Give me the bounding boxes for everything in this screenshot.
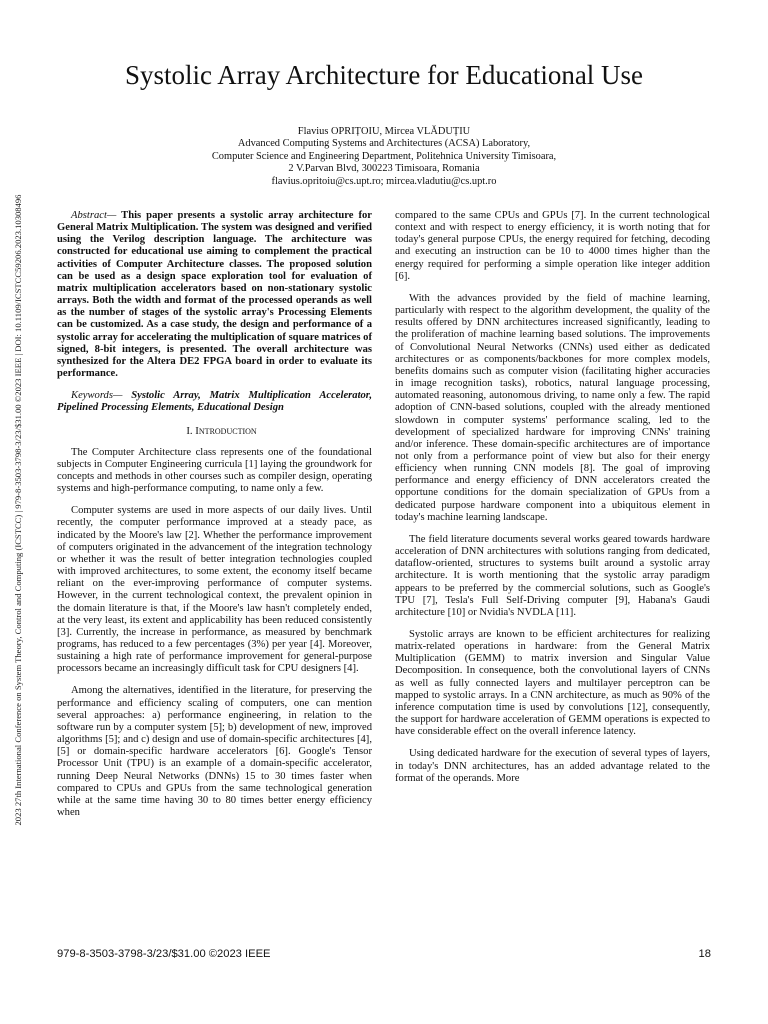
left-paragraph-3: Among the alternatives, identified in the literature, for preserving the performance and efficiency scaling of computers, one can mention several approaches: a) performance engineering, in relation to the software run by a computer system [5]; b) development of new, improved algorithms [5]; and c) design and use of domain-specific architectures [4], [5] or domain-specific hardware accelerators [6]. Google's Tensor Processor Unit (TPU) is an example of a domain-specific accelerator, running Deep Neural Networks (DNNs) 15 to 30 times faster when compared to CPUs and GPUs from the same technological generation while at the same time having 30 to 80 times better energy efficiency when — [57, 685, 372, 819]
author-block — [0, 126, 768, 188]
left-paragraph-1: The Computer Architecture class represents one of the foundational subjects in Computer Engineering curricula [1] laying the groundwork for concepts and methods in other courses such as compiler design, operating systems and high-performance computing, to name only a few. — [57, 446, 372, 495]
right-paragraph-2: With the advances provided by the field of machine learning, particularly with respect to the algorithm development, the quality of the results offered by DNN architectures increased significantly, leading to the proliferation of machine learning based solutions. The improvements of Convolutional Neural Networks (CNNs) used either as dedicated architectures or as components/backbones for more complex models, benefits domains such as computer vision (facilitating higher accuracies in image recognition tasks), robotics, natural language processing, automated reasoning, autonomous driving, to name only a few. The rapid adoption of CNN-based solutions, coupled with the already mentioned slowdown in computer systems' performance scaling, led to the development of specialized hardware for improving CNNs' training and/or inference. These domain-specific architectures are of importance not only from a performance point of view but also for their energy efficiency when running CNN models [8]. The goal of improving performance and energy efficiency of DNN accelerators created the opportune conditions for the domain specialization of GPUs from a dedicated purpose hardware component into a ubiquitous element in today's machine learning landscape. — [395, 292, 710, 523]
author-affiliation-1: Advanced Computing Systems and Architectures (ACSA) Laboratory, — [237, 138, 531, 150]
author-affiliation-2: Computer Science and Engineering Department, Politehnica University Timisoara, — [211, 150, 557, 162]
right-paragraph-3: The field literature documents several works geared towards hardware acceleration of DNN architectures with solutions ranging from dedicated, dataflow-oriented, structures to systems built around a systolic array architecture. It is worth mentioning that the systolic array paradigm appears to be preferred by the commercial solutions, such as Google's TPU [7], Tesla's Full Self-Driving computer [9], Habana's Gaudi architecture [10] or Nvidia's NVDLA [11]. — [395, 533, 710, 618]
left-column — [57, 210, 372, 829]
author-address: 2 V.Parvan Blvd, 300223 Timisoara, Romania — [288, 163, 480, 175]
keywords-lead: Keywords— — [71, 390, 123, 402]
right-paragraph-1: compared to the same CPUs and GPUs [7]. In the current technological context and with respect to energy efficiency, it is worth noting that for today's general purpose CPUs, the energy required for fetching, decoding and executing an instruction can be 10 to 4000 times higher than the energy required for performing a simple operation like integer addition [6]. — [395, 210, 710, 282]
author-names: Flavius OPRIȚOIU, Mircea VLĂDUȚIU — [297, 126, 471, 137]
left-paragraph-2: Computer systems are used in more aspects of our daily lives. Until recently, the computer performance improved at a steady pace, as indicated by the Moore's law [2]. Whether the performance improvement of computers originated in the advancement of the integration technology or whether it was the result of better integration technologies coupled with improved architectures, to some extent, the economy itself became reliant on the ever-improving performance of computer systems. However, in the current technological context, the prevalent opinion in the domain literature is that, if the Moore's law hasn't completely ended, at the very least, its extent and applicability has been reduced consistently [3]. Currently, the increase in performance, as measured by benchmark programs, has reduced to a few percentages (3%) per year [4]. Moreover, sustaining a high rate of performance improvement for general-purpose processors became an increasingly difficult task for CPU designers [4]. — [57, 505, 372, 675]
abstract-lead: Abstract— — [71, 210, 117, 221]
author-emails: flavius.opritoiu@cs.upt.ro; mircea.vladutiu@cs.upt.ro — [271, 175, 497, 187]
paper-title: Systolic Array Architecture for Educational Use — [124, 60, 644, 90]
doi-sidebar-text: 2023 27th International Conference on System Theory, Control and Computing (ICSTCC) | 979-8-3503-3798-3/23/$31.00 ©2023 IEEE | DOI: 10.1109/ICSTCC59206.2023.10308496 — [13, 194, 23, 826]
abstract — [57, 210, 372, 380]
right-column — [395, 210, 710, 795]
section-heading-introduction: I. Introduction — [186, 424, 257, 437]
footer-copyright: 979-8-3503-3798-3/23/$31.00 ©2023 IEEE — [57, 948, 271, 960]
abstract-text: This paper presents a systolic array architecture for General Matrix Multiplication. The system was designed and verified using the Verilog description language. The architecture was constructed for educational use aiming to complement the practical activities of Computer Architecture classes. The proposed solution can be used as a design space exploration tool for evaluation of matrix multiplication accelerators based on non-stationary systolic arrays. Both the width and format of the processed operands as well as the number of stages of the systolic array's Processing Elements can be customized. As a case study, the design and performance of a systolic array for accelerating the multiplication of square matrices of signed, 8-bit integers, is presented. The overall architecture was synthesized for the Altera DE2 FPGA board in order to evaluate its performance. — [57, 210, 372, 380]
keywords — [57, 390, 372, 414]
page-number: 18 — [698, 948, 711, 960]
right-paragraph-5: Using dedicated hardware for the execution of several types of layers, in today's DNN architectures, has an added advantage related to the format of the operands. More — [395, 748, 710, 784]
doi-sidebar — [10, 150, 26, 870]
keywords-text: Systolic Array, Matrix Multiplication Accelerator, Pipelined Processing Elements, Educational Design — [57, 390, 372, 414]
right-paragraph-4: Systolic arrays are known to be efficient architectures for realizing matrix-related operations in hardware: from the General Matrix Multiplication (GEMM) to matrix inversion and Singular Value Decomposition. In consequence, both the convolutional layers of CNNs as well as fully connected layers and multilayer perceptron can be mapped to systolic arrays. In a CNN architecture, as much as 90% of the inference computation time is used by convolutions [12], consequently, the support for hardware acceleration of GEMM operations is expected to have considerable effect on the overall inference latency. — [395, 629, 710, 738]
